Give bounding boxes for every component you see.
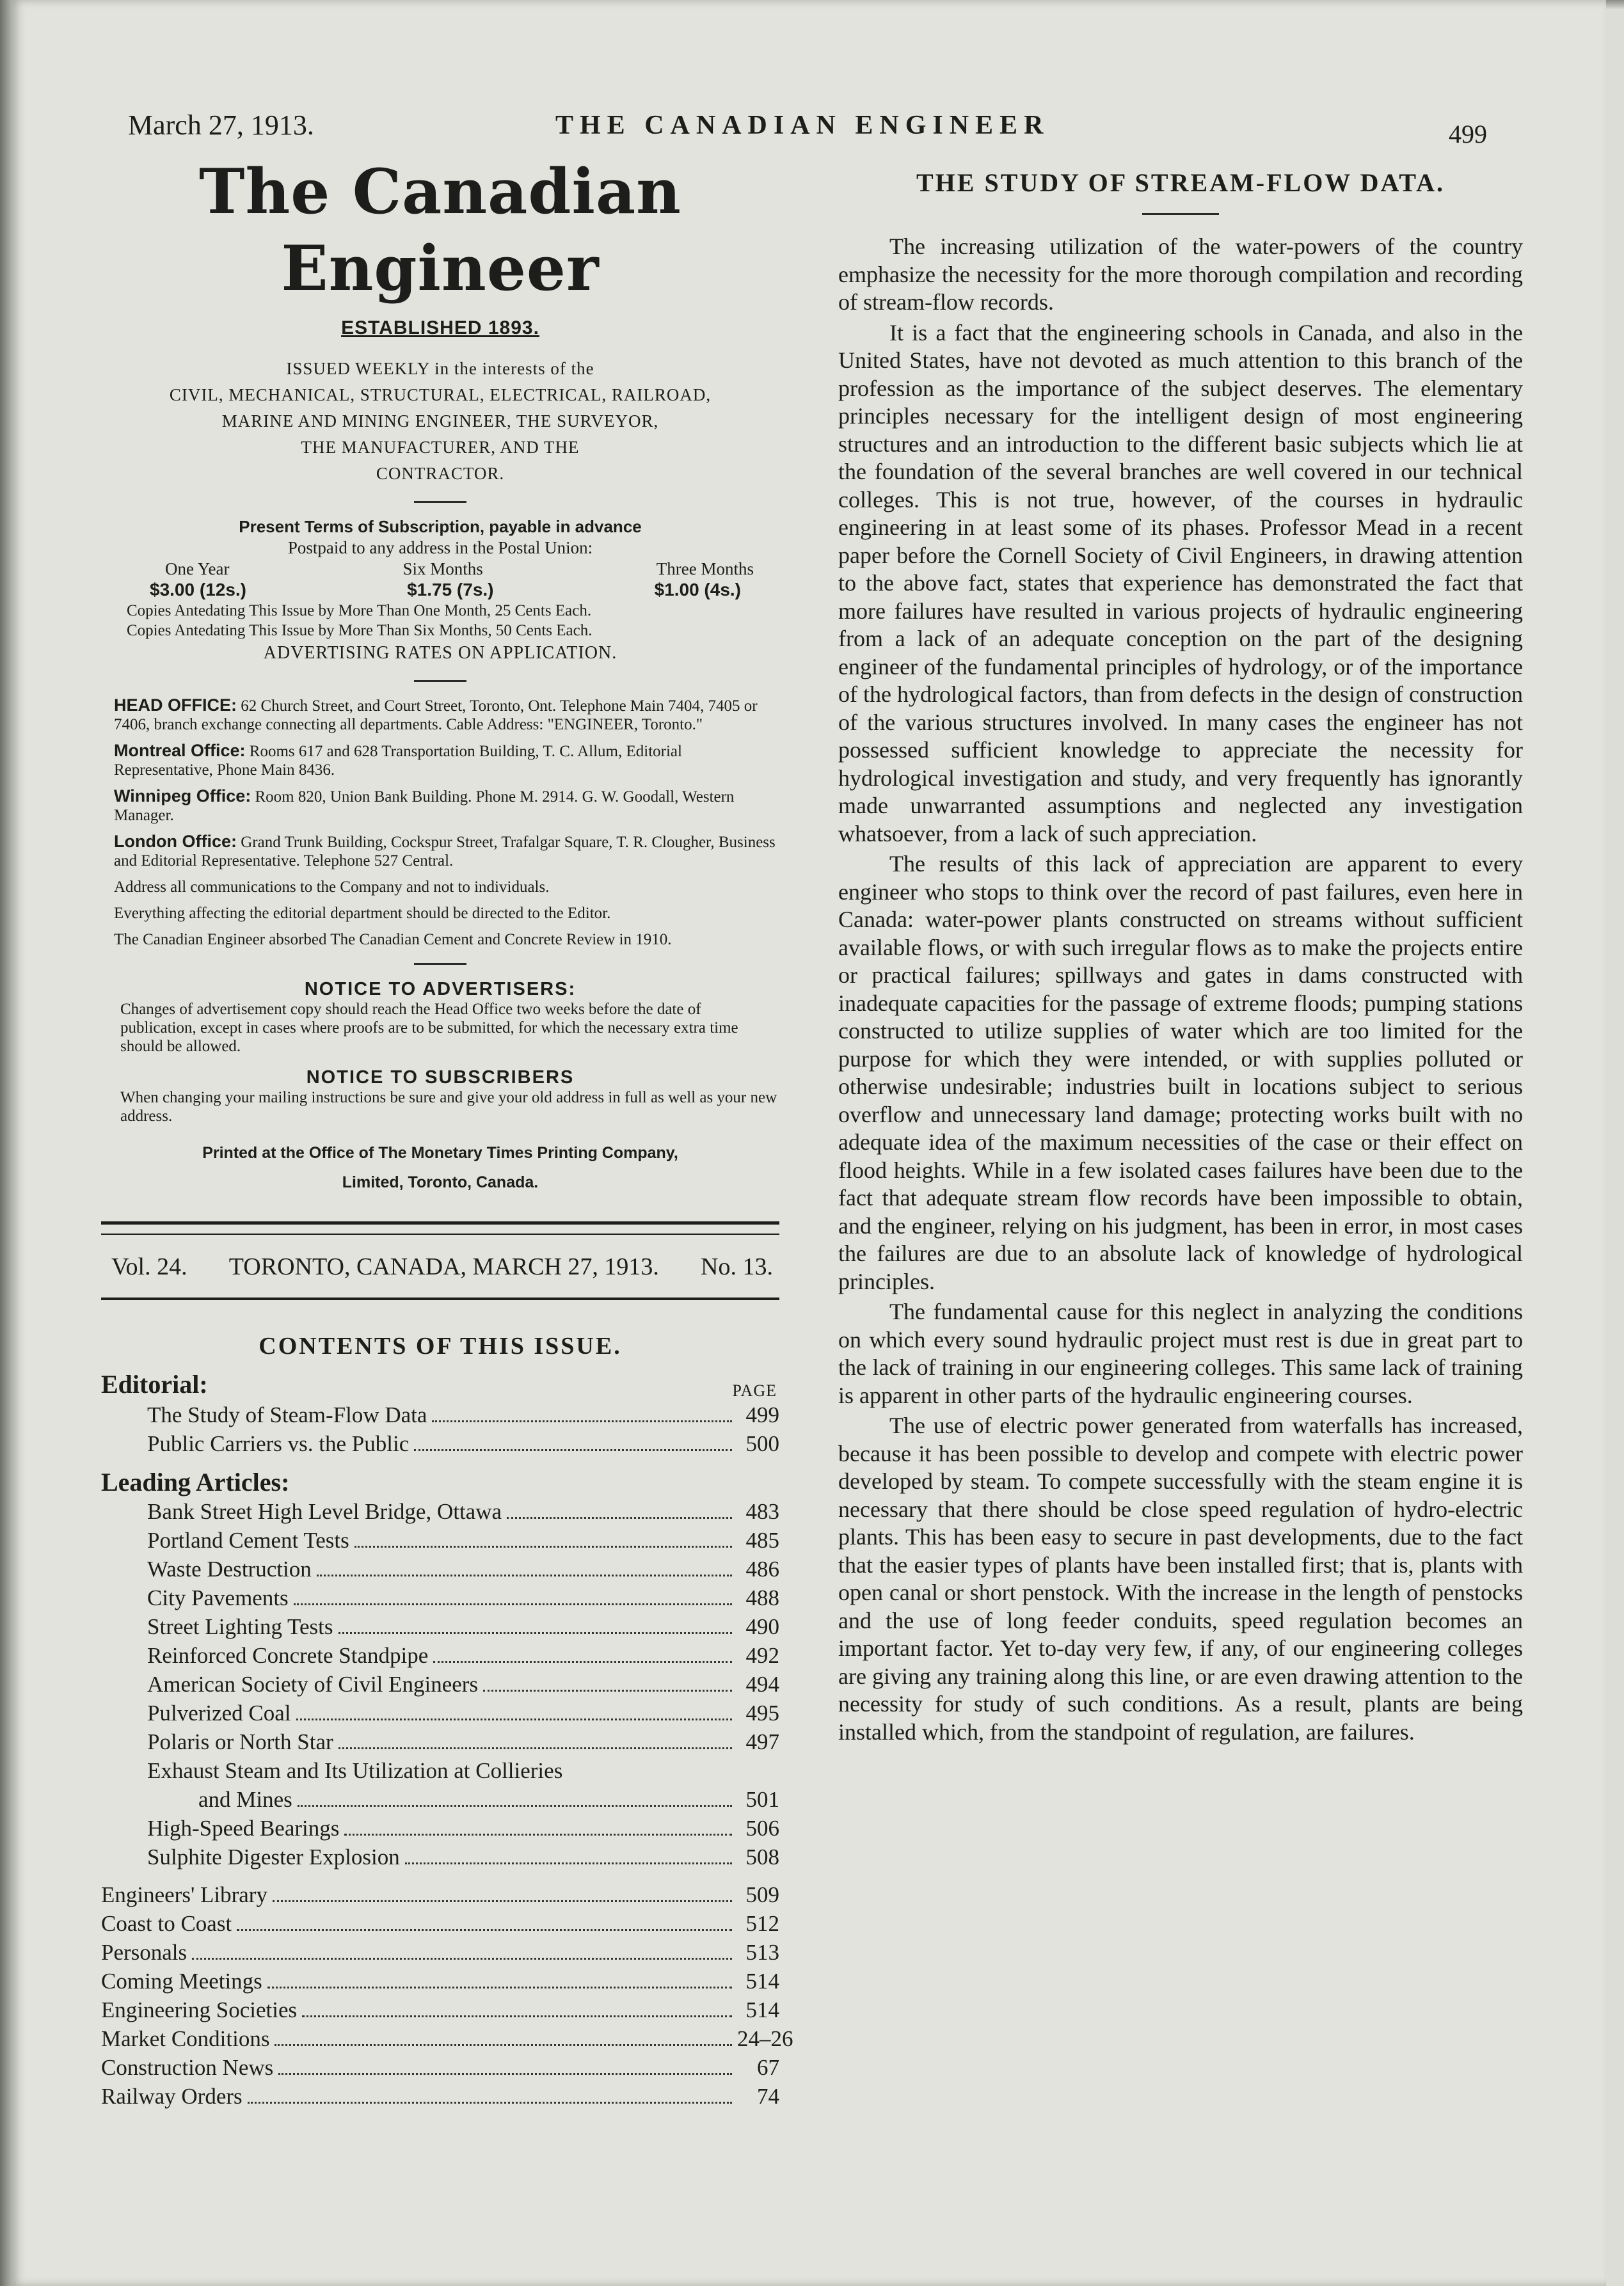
leader-dots — [483, 1690, 732, 1692]
toc-title: Engineers' Library — [101, 1882, 267, 1907]
toc-page: 495 — [745, 1701, 779, 1726]
address-note: Address all communications to the Company and not to individuals. — [114, 878, 550, 896]
toc-entry[interactable] — [101, 1814, 779, 1843]
masthead-title: The Canadian Engineer — [199, 155, 681, 305]
copies-line: Copies Antedating This Issue by More Than One Month, 25 Cents Each. — [127, 602, 592, 619]
price: $3.00 (12s.) — [150, 580, 246, 599]
notice-advertisers-title: NOTICE TO ADVERTISERS: — [304, 979, 577, 999]
page-number: 499 — [1449, 120, 1487, 148]
toc-page: 483 — [745, 1499, 779, 1524]
toc-page: 509 — [745, 1882, 779, 1907]
page-column-header: PAGE — [732, 1381, 777, 1400]
notice-subscribers-title: NOTICE TO SUBSCRIBERS — [306, 1067, 575, 1088]
toc-page: 486 — [745, 1557, 779, 1582]
office-text: Room 820, Union Bank Building. Phone M. 2914. G. W. Goodall, Western Manager. — [114, 788, 735, 824]
toc-entry[interactable] — [101, 1880, 779, 1909]
office-label: Winnipeg Office: — [114, 786, 251, 806]
toc-page: 24–26 — [737, 2026, 793, 2051]
leader-dots — [273, 1900, 732, 1902]
issue-place-date: TORONTO, CANADA, MARCH 27, 1913. — [228, 1253, 659, 1280]
toc-entry-wrapped-cont[interactable] — [101, 1785, 779, 1814]
office-london — [101, 832, 779, 870]
issued-block — [101, 356, 779, 487]
notice-advertisers-text: Changes of advertisement copy should reach the Head Office two weeks before the date of publication, except in cases where proofs are to be submitted, for which the necessary extra time should be allowed. — [120, 1001, 738, 1055]
toc-page: 67 — [757, 2055, 779, 2080]
toc-title: Exhaust Steam and Its Utilization at Collieries — [147, 1758, 563, 1783]
leader-dots — [317, 1575, 732, 1576]
toc-entry-wrapped-first[interactable] — [101, 1756, 779, 1785]
toc-title: Market Conditions — [101, 2026, 270, 2051]
office-montreal — [101, 742, 779, 779]
toc-page: 514 — [745, 1997, 779, 2022]
toc-entry[interactable] — [101, 1555, 779, 1584]
toc-entry[interactable] — [101, 2082, 779, 2111]
price: $1.75 (7s.) — [407, 580, 494, 599]
toc-page: 501 — [745, 1787, 779, 1812]
leader-dots — [278, 2073, 732, 2075]
double-rule — [101, 1221, 779, 1235]
article-title: THE STUDY OF STREAM-FLOW DATA. — [916, 168, 1445, 197]
absorbed-note: The Canadian Engineer absorbed The Canadian Cement and Concrete Review in 1910. — [114, 931, 672, 948]
volume-line — [101, 1253, 779, 1281]
article-paragraph: The results of this lack of appreciation are apparent to every engineer who stops to think over the record of past failures, even here in Canada: water-power plants constructed on streams without sufficient available flows, or with such irregular flows as to make the projects entire or practical failures; spillways and gates in dams constructed with inadequate capacities for the passage of extreme floods; pumping stations constructed to utilize supplies of water which are too limited for the purpose for which they were intended, or with supplies polluted or otherwise undesirable; industries built in locations subject to serious overflow and unnecessary land damage; protecting works built with no adequate idea of the maximum necessities of the case or their effect on flood heights. While in a few isolated cases failures have been due to the fact that adequate stream flow records have been impossible to obtain, and the engineer, relying on his judgment, has been in error, in most cases the failures are due to an absolute lack of knowledge of hydrological principles. — [838, 851, 1523, 1294]
toc-title: Polaris or North Star — [147, 1729, 333, 1754]
leader-dots — [248, 2102, 732, 2104]
subscription-prices — [101, 579, 779, 601]
toc-entry[interactable] — [101, 1938, 779, 1967]
toc-title: Reinforced Concrete Standpipe — [147, 1643, 429, 1668]
toc-title: Coast to Coast — [101, 1911, 232, 1936]
toc-entry[interactable] — [101, 1996, 779, 2024]
article-paragraph: The use of electric power generated from waterfalls has increased, because it has been possible to develop and compete with electric power developed by steam. To compete successfully with the steam engine it is necessary that there should be close speed regulation of hydro-electric plants. This has been easy to secure in past developments, due to the fact that the easier types of plants have been installed first; that is, plants with open canal or short penstock. With the increase in the length of penstocks and the use of long feeder conduits, speed regulation becomes an important factor. Yet to-day very few, if any, of our engineering colleges are giving any training along this line, or are even drawing attention to the necessity for study of such conditions. As a result, plants are being installed which, from the standpoint of regulation, are failures. — [838, 1413, 1523, 1745]
issued-line: MARINE AND MINING ENGINEER, THE SURVEYOR, — [221, 411, 659, 431]
toc-page: 508 — [745, 1845, 779, 1869]
leader-dots — [344, 1834, 732, 1836]
leader-dots — [414, 1449, 732, 1451]
toc-page: 485 — [745, 1528, 779, 1553]
leader-dots — [507, 1517, 732, 1519]
leader-dots — [294, 1603, 732, 1605]
toc-title: Public Carriers vs. the Public — [147, 1431, 410, 1456]
printer-line: Limited, Toronto, Canada. — [342, 1173, 539, 1191]
period-label: Six Months — [402, 559, 483, 578]
running-title: THE CANADIAN ENGINEER — [555, 111, 1050, 140]
office-winnipeg — [101, 787, 779, 825]
volume-number: Vol. 24. — [111, 1253, 187, 1280]
rule — [101, 1298, 779, 1300]
toc-page: 512 — [745, 1911, 779, 1936]
right-column — [838, 168, 1523, 1749]
toc-entry[interactable] — [101, 2024, 793, 2053]
toc-entry[interactable] — [101, 1843, 779, 1871]
printer-imprint — [101, 1138, 779, 1197]
office-label: HEAD OFFICE: — [114, 695, 237, 715]
issued-line: CIVIL, MECHANICAL, STRUCTURAL, ELECTRICAL, RAILROAD, — [169, 385, 712, 404]
leader-dots — [267, 1987, 732, 1988]
toc-title: Waste Destruction — [147, 1557, 312, 1582]
leader-dots — [432, 1420, 732, 1422]
toc-title: City Pavements — [147, 1585, 289, 1610]
copies-line: Copies Antedating This Issue by More Than Six Months, 50 Cents Each. — [127, 622, 593, 639]
toc-title: Personals — [101, 1940, 187, 1965]
divider — [414, 680, 466, 682]
toc-page: 488 — [745, 1585, 779, 1610]
toc-title: High-Speed Bearings — [147, 1816, 340, 1841]
toc-entry[interactable] — [101, 1909, 779, 1938]
leader-dots — [275, 2044, 732, 2046]
issue-number: No. 13. — [701, 1253, 773, 1280]
toc-entry[interactable] — [101, 1526, 779, 1555]
leader-dots — [433, 1661, 732, 1663]
leader-dots — [296, 1718, 732, 1720]
subscription-title: Present Terms of Subscription, payable in advance — [239, 517, 642, 536]
leader-dots — [237, 1929, 732, 1931]
editorial-heading: Editorial: — [101, 1370, 208, 1399]
office-head — [101, 696, 779, 734]
divider — [414, 501, 466, 503]
subscription-periods — [101, 559, 779, 579]
running-date: March 27, 1913. — [128, 109, 314, 141]
issued-line: THE MANUFACTURER, AND THE — [301, 438, 580, 457]
book-binding — [0, 0, 12, 2286]
office-label: London Office: — [114, 832, 237, 851]
toc-title: Sulphite Digester Explosion — [147, 1845, 400, 1869]
toc-title: and Mines — [198, 1787, 292, 1812]
established-line: ESTABLISHED 1893. — [341, 317, 539, 338]
toc-entry[interactable] — [101, 1429, 779, 1458]
leading-articles-heading: Leading Articles: — [101, 1468, 290, 1496]
toc-entry[interactable] — [101, 1584, 779, 1612]
office-label: Montreal Office: — [114, 741, 246, 760]
leader-dots — [302, 2015, 732, 2017]
toc-page: 513 — [745, 1940, 779, 1965]
toc-entry[interactable] — [101, 1670, 779, 1699]
toc-page: 514 — [745, 1969, 779, 1994]
toc-title: The Study of Steam-Flow Data — [147, 1402, 427, 1427]
toc-title: Railway Orders — [101, 2084, 243, 2109]
divider — [414, 963, 466, 965]
toc-title: Bank Street High Level Bridge, Ottawa — [147, 1499, 502, 1524]
toc-title: Pulverized Coal — [147, 1701, 291, 1726]
spacer — [101, 1871, 779, 1880]
notice-subscribers-text: When changing your mailing instructions be sure and give your old address in full as well as your new address. — [120, 1089, 777, 1125]
office-text: 62 Church Street, and Court Street, Toronto, Ont. Telephone Main 7404, 7405 or 7406, branch exchange connecting all departments. Cable Address: "ENGINEER, Toronto." — [114, 697, 758, 733]
issued-line: CONTRACTOR. — [376, 464, 505, 483]
toc-entry[interactable] — [101, 1727, 779, 1756]
contents-title: CONTENTS OF THIS ISSUE. — [259, 1333, 622, 1360]
advertising-line: ADVERTISING RATES ON APPLICATION. — [263, 643, 617, 663]
toc-entry[interactable] — [101, 1497, 779, 1526]
toc-page: 497 — [745, 1729, 779, 1754]
issued-line: ISSUED WEEKLY in the interests of the — [286, 359, 594, 378]
period-label: Three Months — [656, 559, 754, 578]
toc-title: Construction News — [101, 2055, 274, 2080]
toc-page: 494 — [745, 1672, 779, 1697]
toc-title: Engineering Societies — [101, 1997, 298, 2022]
toc-page: 74 — [757, 2084, 779, 2109]
leader-dots — [192, 1958, 732, 1960]
toc-title: Portland Cement Tests — [147, 1528, 349, 1553]
office-text: Rooms 617 and 628 Transportation Building, T. C. Allum, Editorial Representative, Phone Main 8436. — [114, 743, 682, 779]
leader-dots — [338, 1747, 732, 1749]
toc-entry[interactable] — [101, 1612, 779, 1641]
toc-title: American Society of Civil Engineers — [147, 1672, 479, 1697]
leader-dots — [298, 1805, 732, 1807]
article-paragraph: The fundamental cause for this neglect in analyzing the conditions on which every sound hydraulic project must rest is due in great part to the lack of training in our engineering colleges. This same lack of training is apparent in other parts of the hydraulic engineering courses. — [838, 1299, 1523, 1408]
leader-dots — [405, 1862, 732, 1864]
toc-title: Street Lighting Tests — [147, 1614, 333, 1639]
printer-line: Printed at the Office of The Monetary Times Printing Company, — [202, 1144, 678, 1162]
period-label: One Year — [165, 559, 230, 578]
leader-dots — [354, 1546, 732, 1548]
divider — [1142, 213, 1219, 215]
leader-dots — [338, 1632, 733, 1634]
toc-title: Coming Meetings — [101, 1969, 262, 1994]
magazine-page — [12, 0, 1606, 2286]
article-paragraph: It is a fact that the engineering schools in Canada, and also in the United States, have not devoted as much attention to this branch of the profession as the importance of the subject deserves. The elementary principles necessary for the intelligent design of most engineering structures and an introduction to the different basic subjects which lie at the foundation of the several branches are well covered in our technical colleges. This is not true, however, of the courses in hydraulic engineering in at least some of its phases. Professor Mead in a recent paper before the Cornell Society of Civil Engineers, in drawing attention to the above fact, states that experience has demonstrated the fact that more failures have resulted in various projects of hydraulic engineering from a lack of an adequate conception on the part of the designing engineer of the fundamental principles of hydrology, or of the importance of the hydrological factors, than from defects in the design of construction of the various structures involved. In many cases the engineer has not possessed sufficient knowledge to appreciate the necessity for hydrological investigation and study, and very frequently has ignorantly made unwarranted assumptions and neglected any investigation whatsoever, from a lack of such appreciation. — [838, 319, 1523, 846]
toc-entry[interactable] — [101, 1641, 779, 1670]
toc-page: 506 — [745, 1816, 779, 1841]
price: $1.00 (4s.) — [654, 580, 741, 599]
toc-page: 490 — [745, 1614, 779, 1639]
postpaid-line: Postpaid to any address in the Postal Union: — [287, 538, 593, 557]
office-text: Grand Trunk Building, Cockspur Street, Trafalgar Square, T. R. Clougher, Business and Editorial Representative. Telephone 527 Central. — [114, 834, 776, 869]
toc-page: 499 — [745, 1402, 779, 1427]
article-paragraph: The increasing utilization of the water-powers of the country emphasize the necessity for the more thorough compilation and recording of stream-flow records. — [838, 234, 1523, 315]
left-column — [101, 154, 793, 2111]
toc-entry[interactable] — [101, 1401, 779, 1429]
toc-page: 500 — [745, 1431, 779, 1456]
toc-entry[interactable] — [101, 1699, 779, 1727]
toc-entry[interactable] — [101, 1967, 779, 1996]
toc-page: 492 — [745, 1643, 779, 1668]
editor-note: Everything affecting the editorial department should be directed to the Editor. — [114, 905, 611, 922]
toc-entry[interactable] — [101, 2053, 779, 2082]
